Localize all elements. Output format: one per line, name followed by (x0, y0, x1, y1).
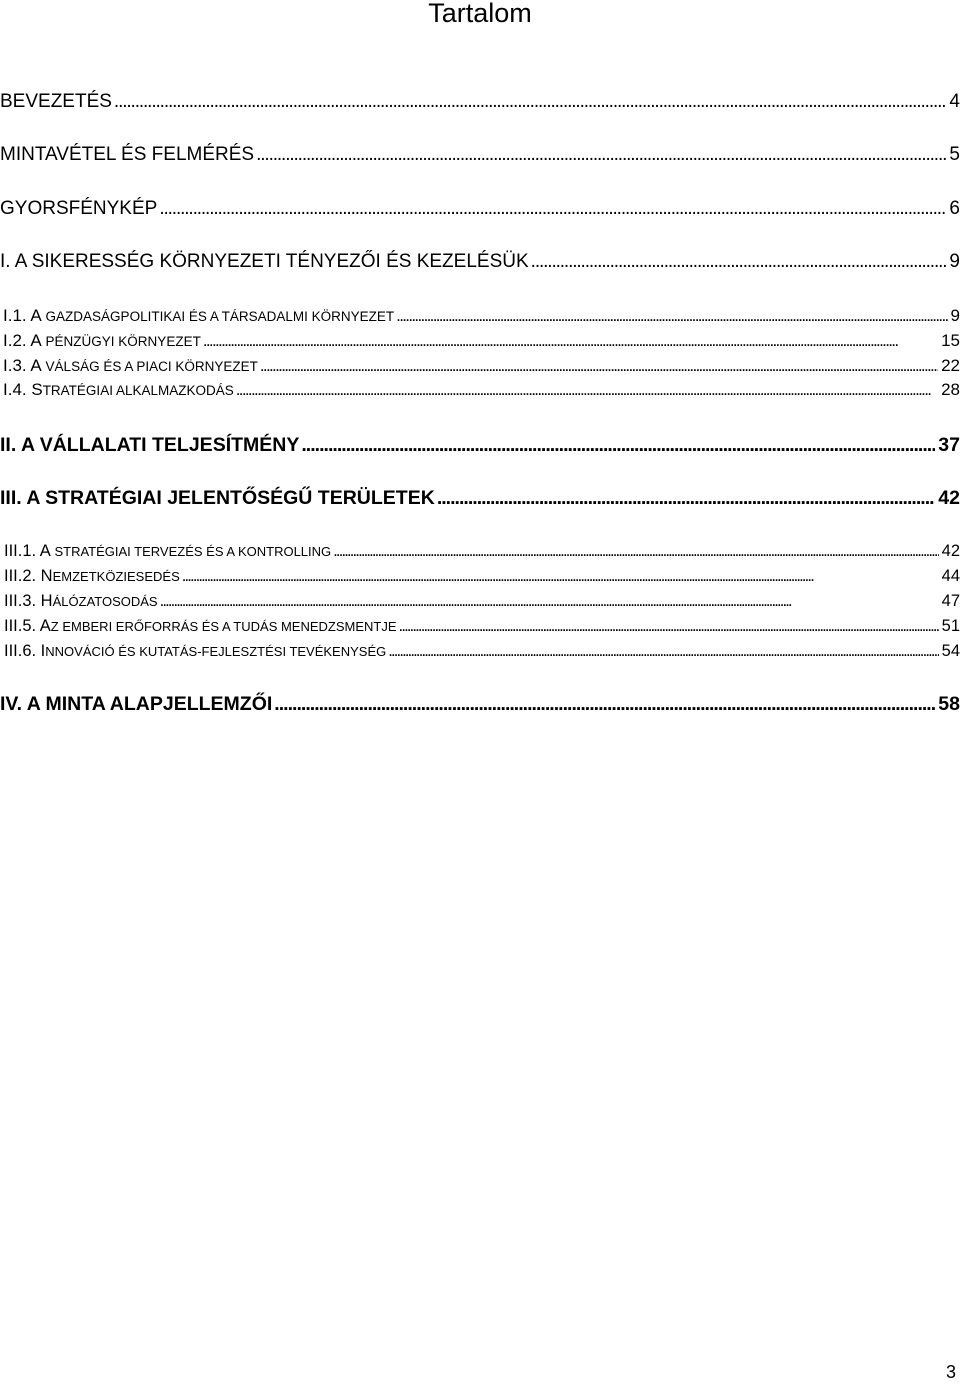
toc-dot-leader (160, 590, 939, 612)
toc-entry-label: II. A VÁLLALATI TELJESÍTMÉNY (0, 434, 300, 456)
toc-entry-prefix: I.3. A (3, 356, 46, 375)
toc-entry-smallcaps: VÁLSÁG ÉS A PIACI KÖRNYEZET (45, 359, 258, 374)
toc-dot-leader (260, 355, 938, 377)
toc-dot-leader (399, 615, 939, 637)
toc-entry-smallcaps: STRATÉGIAI TERVEZÉS ÉS A KONTROLLING (54, 544, 332, 559)
toc-dot-leader (437, 486, 935, 510)
toc-entry-label: III. A STRATÉGIAI JELENTŐSÉGŰ TERÜLETEK (0, 487, 435, 509)
toc-page-number: 6 (949, 198, 960, 219)
toc-dot-leader (236, 379, 938, 401)
toc-dot-leader (256, 143, 946, 167)
toc-entry-section-1-4[interactable] (0, 379, 960, 402)
toc-entry-label: IV. A MINTA ALAPJELLEMZŐI (0, 693, 273, 715)
toc-entry-section-1-1[interactable] (0, 305, 960, 328)
toc-page-number: 44 (941, 567, 960, 585)
toc-entry-label (0, 379, 234, 402)
page-number: 3 (945, 1362, 956, 1382)
toc-page-number: 15 (941, 331, 960, 350)
toc-entry-label: MINTAVÉTEL ÉS FELMÉRÉS (0, 144, 255, 165)
toc-entry-prefix: I.1. A (3, 306, 46, 325)
toc-entry-label: BEVEZETÉS (0, 91, 112, 112)
toc-dot-leader (203, 330, 938, 352)
toc-entry-smallcaps: Z EMBERI ERŐFORRÁS ÉS A TUDÁS MENEDZSMENTJE (50, 619, 397, 634)
toc-entry-chapter-1[interactable] (0, 250, 960, 274)
toc-entry-chapter-4[interactable] (0, 692, 960, 716)
toc-entry-section-1-2[interactable] (0, 330, 960, 353)
toc-entry-section-1-3[interactable] (0, 355, 960, 378)
toc-entry-smallcaps: GAZDASÁGPOLITIKAI ÉS A TÁRSADALMI KÖRNYEZET (45, 309, 395, 324)
toc-dot-leader (301, 433, 935, 457)
toc-dot-leader (333, 540, 938, 562)
toc-dot-leader (531, 250, 947, 274)
toc-page-number: 47 (941, 592, 960, 610)
toc-entry-prefix: I.2. A (3, 331, 46, 350)
toc-entry-section-3-5[interactable] (0, 615, 960, 638)
toc-entry-section-3-6[interactable] (0, 640, 960, 663)
toc-dot-leader (388, 640, 938, 662)
toc-entry-label (0, 590, 158, 613)
toc-entry-label (0, 615, 397, 638)
toc-entry-label: GYORSFÉNYKÉP (0, 198, 158, 219)
toc-entry-gyorsfenykep[interactable] (0, 197, 960, 221)
toc-dot-leader (396, 305, 947, 327)
toc-entry-smallcaps: ÁLÓZATOSODÁS (52, 594, 158, 609)
toc-entry-smallcaps: TRATÉGIAI ALKALMAZKODÁS (42, 383, 234, 398)
toc-entry-prefix: I.4. S (3, 380, 43, 399)
toc-page-number: 42 (941, 542, 960, 560)
toc-entry-section-3-3[interactable] (0, 590, 960, 613)
page-title: Tartalom (428, 0, 532, 28)
toc-entry-label (0, 540, 331, 563)
toc-entry-prefix: III.2. N (4, 567, 53, 585)
toc-page-number: 28 (941, 380, 960, 399)
toc-page-number: 9 (949, 251, 960, 272)
toc-entry-chapter-2[interactable] (0, 433, 960, 457)
toc-entry-section-3-1[interactable] (0, 540, 960, 563)
toc-entry-label (0, 355, 258, 378)
toc-page-number: 22 (941, 356, 960, 375)
toc-entry-bevezetes[interactable] (0, 90, 960, 114)
toc-page-number: 58 (938, 693, 960, 715)
toc-page-number: 54 (941, 642, 960, 660)
toc-entry-smallcaps: EMZETKÖZIESEDÉS (52, 569, 180, 584)
toc-entry-mintavetel[interactable] (0, 143, 960, 167)
toc-entry-prefix: III.6. I (4, 642, 46, 660)
toc-entry-prefix: III.5. A (4, 617, 51, 635)
toc-dot-leader (182, 565, 939, 587)
toc-entry-label: I. A SIKERESSÉG KÖRNYEZETI TÉNYEZŐI ÉS KEZELÉSÜK (0, 251, 529, 272)
toc-entry-prefix: III.1. A (4, 542, 55, 560)
toc-page-number: 51 (941, 617, 960, 635)
toc-entry-smallcaps: NNOVÁCIÓ ÉS KUTATÁS-FEJLESZTÉSI TEVÉKENYSÉG (45, 644, 387, 659)
toc-entry-label (0, 330, 201, 353)
toc-page-number: 37 (938, 434, 960, 456)
toc-entry-chapter-3[interactable] (0, 486, 960, 510)
toc-page-number: 5 (949, 144, 960, 165)
toc-entry-section-3-2[interactable] (0, 565, 960, 588)
toc-page-number: 4 (949, 91, 960, 112)
toc-entry-prefix: III.3. H (4, 592, 53, 610)
toc-page-number: 9 (950, 306, 960, 325)
toc-dot-leader (274, 692, 935, 716)
toc-entry-label (0, 305, 394, 328)
toc-entry-label (0, 565, 180, 588)
toc-entry-label (0, 640, 386, 663)
toc-entry-smallcaps: PÉNZÜGYI KÖRNYEZET (45, 334, 201, 349)
toc-page-number: 42 (938, 487, 960, 509)
toc-dot-leader (114, 90, 947, 114)
toc-dot-leader (159, 197, 946, 221)
